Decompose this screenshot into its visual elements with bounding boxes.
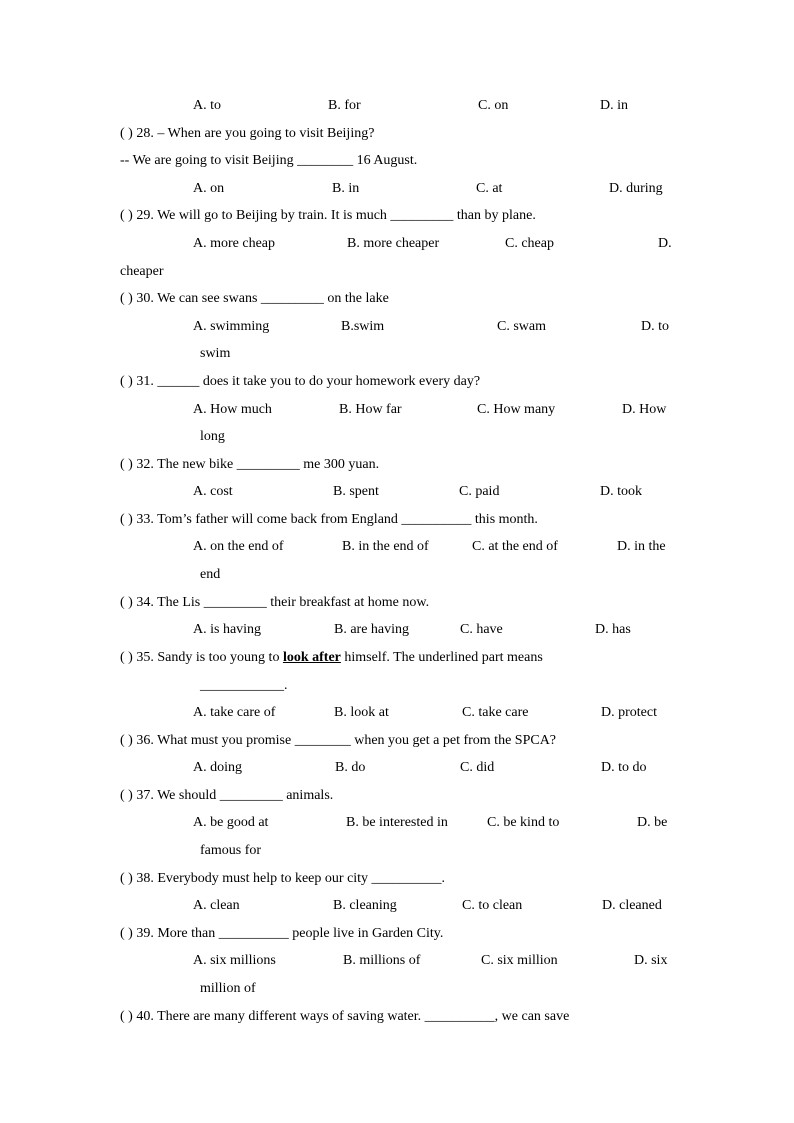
q38-option-a: A. clean: [193, 898, 240, 913]
q39-option-c: C. six million: [481, 953, 558, 968]
question-28-answer-line: -- We are going to visit Beijing ________ 16 August.: [120, 153, 418, 168]
q32-option-a: A. cost: [193, 484, 233, 499]
question-32: ( ) 32. The new bike _________ me 300 yuan.: [120, 457, 380, 472]
q28-option-b: B. in: [332, 181, 360, 196]
q33-option-d: D. in the: [617, 539, 666, 554]
q34-option-b: B. are having: [334, 622, 410, 637]
q37-option-b: B. be interested in: [346, 815, 448, 830]
q39-option-b: B. millions of: [343, 953, 421, 968]
question-40: ( ) 40. There are many different ways of saving water. __________, we can save: [120, 1009, 570, 1024]
q31-option-b: B. How far: [339, 402, 402, 417]
question-28: ( ) 28. – When are you going to visit Beijing?: [120, 126, 375, 141]
q38-option-d: D. cleaned: [602, 898, 662, 913]
question-39: ( ) 39. More than __________ people live in Garden City.: [120, 926, 444, 941]
underlined-phrase: look after: [282, 650, 341, 665]
q32-option-d: D. took: [600, 484, 642, 499]
q34-option-c: C. have: [460, 622, 503, 637]
question-35-blank: ____________.: [200, 678, 288, 693]
q28-option-a: A. on: [193, 181, 225, 196]
q36-option-d: D. to do: [601, 760, 647, 775]
q33-option-a: A. on the end of: [193, 539, 284, 554]
q36-option-c: C. did: [460, 760, 495, 775]
question-35: [120, 650, 543, 666]
q37-option-a: A. be good at: [193, 815, 269, 830]
q38-option-b: B. cleaning: [333, 898, 397, 913]
q37-option-d-wrap: famous for: [200, 843, 262, 858]
q27-option-d: D. in: [600, 98, 628, 113]
q35-option-d: D. protect: [601, 705, 657, 720]
q34-option-d: D. has: [595, 622, 631, 637]
q28-option-d: D. during: [609, 181, 663, 196]
q35-option-c: C. take care: [462, 705, 529, 720]
q29-option-b: B. more cheaper: [347, 236, 440, 251]
q29-option-d-wrap: cheaper: [120, 264, 164, 279]
question-31: ( ) 31. ______ does it take you to do your homework every day?: [120, 374, 481, 389]
q31-option-d-wrap: long: [200, 429, 225, 444]
q27-option-a: A. to: [193, 98, 221, 113]
question-34: ( ) 34. The Lis _________ their breakfast at home now.: [120, 595, 430, 610]
q31-option-d: D. How: [622, 402, 667, 417]
q32-option-c: C. paid: [459, 484, 500, 499]
q33-option-b: B. in the end of: [342, 539, 429, 554]
q33-option-d-wrap: end: [200, 567, 221, 582]
q35-option-a: A. take care of: [193, 705, 276, 720]
q30-option-c: C. swam: [497, 319, 546, 334]
question-38: ( ) 38. Everybody must help to keep our city __________.: [120, 871, 446, 886]
question-37: ( ) 37. We should _________ animals.: [120, 788, 334, 803]
q27-option-c: C. on: [478, 98, 509, 113]
q31-option-a: A. How much: [193, 402, 272, 417]
q39-option-a: A. six millions: [193, 953, 276, 968]
q30-option-d-wrap: swim: [200, 346, 231, 361]
q34-option-a: A. is having: [193, 622, 262, 637]
q32-option-b: B. spent: [333, 484, 379, 499]
q35-option-b: B. look at: [334, 705, 389, 720]
q38-option-c: C. to clean: [462, 898, 523, 913]
q36-option-b: B. do: [335, 760, 366, 775]
q28-option-c: C. at: [476, 181, 503, 196]
q30-option-a: A. swimming: [193, 319, 270, 334]
q27-option-b: B. for: [328, 98, 361, 113]
q30-option-d: D. to: [641, 319, 669, 334]
question-33: ( ) 33. Tom’s father will come back from England __________ this month.: [120, 512, 538, 527]
question-29: ( ) 29. We will go to Beijing by train. It is much _________ than by plane.: [120, 208, 536, 223]
question-35-prefix: ( ) 35. Sandy is too young to: [120, 650, 283, 665]
q37-option-c: C. be kind to: [487, 815, 560, 830]
q31-option-c: C. How many: [477, 402, 556, 417]
q37-option-d: D. be: [637, 815, 668, 830]
q36-option-a: A. doing: [193, 760, 242, 775]
q29-option-a: A. more cheap: [193, 236, 276, 251]
question-30: ( ) 30. We can see swans _________ on the lake: [120, 291, 389, 306]
q39-option-d-wrap: million of: [200, 981, 256, 996]
q39-option-d: D. six: [634, 953, 668, 968]
question-36: ( ) 36. What must you promise ________ when you get a pet from the SPCA?: [120, 733, 557, 748]
q29-option-d: D.: [658, 236, 672, 251]
q30-option-b: B.swim: [341, 319, 385, 334]
q33-option-c: C. at the end of: [472, 539, 558, 554]
question-35-suffix: himself. The underlined part means: [340, 650, 543, 665]
q29-option-c: C. cheap: [505, 236, 554, 251]
